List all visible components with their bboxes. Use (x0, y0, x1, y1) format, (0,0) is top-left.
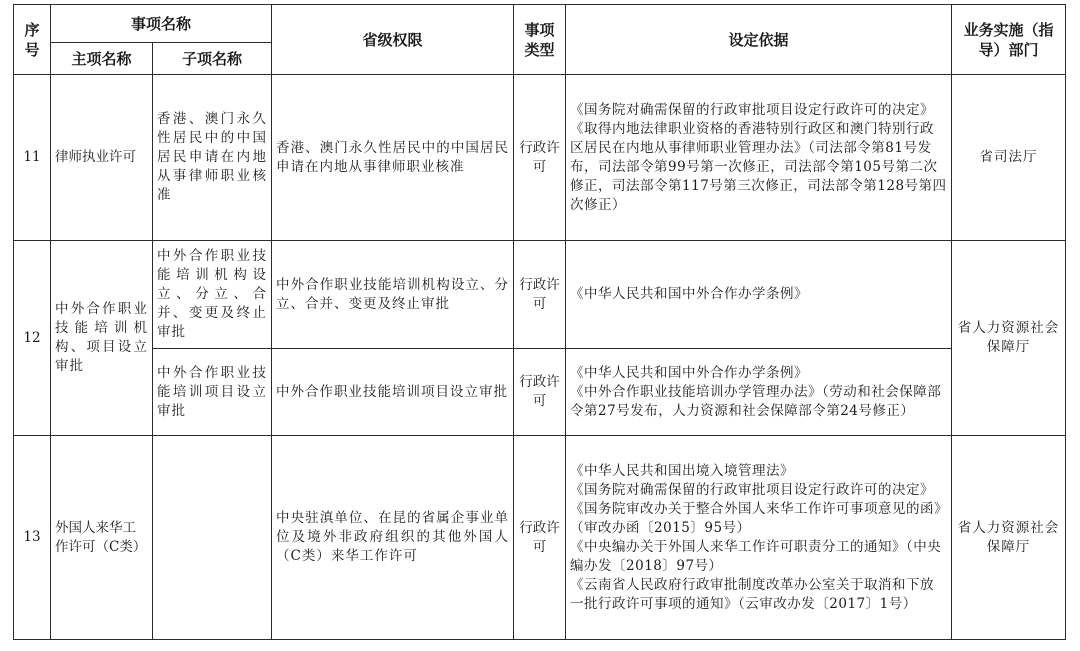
row-basis (566, 349, 952, 436)
row-sub-item (153, 436, 272, 640)
header-seq: 序号 (14, 5, 51, 75)
row-sub-item: 香港、澳门永久性居民中的中国居民申请在内地从事律师职业核准 (153, 75, 272, 241)
table-row (14, 241, 1066, 349)
row-sub-item: 中外合作职业技能培训项目设立审批 (153, 349, 272, 436)
basis-line: 《中华人民共和国中外合作办学条例》 (570, 286, 809, 302)
header-basis: 设定依据 (566, 5, 952, 75)
basis-line: 《中华人民共和国中外合作办学条例》 (570, 364, 809, 381)
table-body (14, 75, 1066, 640)
basis-line: 《云南省人民政府行政审批制度改革办公室关于取消和下放一批行政许可事项的通知》（云审改办发〔2017〕1号） (570, 576, 935, 612)
row-sub-item: 中外合作职业技能培训机构设立、分立、合并、变更及终止审批 (153, 241, 272, 349)
basis-line: 《国务院对确需保留的行政审批项目设定行政许可的决定》 (570, 101, 935, 118)
table-row (14, 436, 1066, 640)
row-authority: 中央驻滇单位、在昆的省属企事业单位及境外非政府组织的其他外国人（C类）来华工作许可 (272, 436, 514, 640)
row-basis (566, 241, 952, 349)
row-seq: 13 (14, 436, 51, 640)
basis-line: 《国务院对确需保留的行政审批项目设定行政许可的决定》 (570, 481, 935, 498)
permit-items-table (13, 4, 1066, 640)
table-header (14, 5, 1066, 75)
header-department: 业务实施（指导）部门 (952, 5, 1066, 75)
row-authority: 中外合作职业技能培训项目设立审批 (272, 349, 514, 436)
row-type: 行政许可 (514, 436, 566, 640)
basis-line: 《取得内地法律职业资格的香港特别行政区和澳门特别行政区居民在内地从事律师职业管理办法》（司法部令第81号发布，司法部令第99号第一次修正，司法部令第105号第二次修正，司法部令第117号第三次修正，司法部令第128号第四次修正） (570, 120, 947, 213)
header-provincial-authority: 省级权限 (272, 5, 514, 75)
table-row (14, 75, 1066, 241)
basis-line: 《中华人民共和国出境入境管理法》 (570, 462, 795, 479)
row-seq: 11 (14, 75, 51, 241)
row-basis (566, 436, 952, 640)
row-basis (566, 75, 952, 241)
row-type: 行政许可 (514, 349, 566, 436)
row-authority: 中外合作职业技能培训机构设立、分立、合并、变更及终止审批 (272, 241, 514, 349)
basis-line: 《中外合作职业技能培训办学管理办法》（劳动和社会保障部令第27号发布，人力资源和社会保障部令第24号修正） (570, 383, 942, 419)
header-sub-item: 子项名称 (153, 43, 272, 75)
header-item-type: 事项类型 (514, 5, 566, 75)
table-row (14, 349, 1066, 436)
row-department: 省人力资源社会保障厅 (952, 436, 1066, 640)
row-authority: 香港、澳门永久性居民中的中国居民申请在内地从事律师职业核准 (272, 75, 514, 241)
row-main-item: 外国人来华工作许可（C类） (51, 436, 153, 640)
header-main-item: 主项名称 (51, 43, 153, 75)
basis-line: 《中央编办关于外国人来华工作许可职责分工的通知》（中央编办发〔2018〕97号） (570, 538, 942, 574)
row-main-item: 中外合作职业技能培训机构、项目设立审批 (51, 241, 153, 436)
row-type: 行政许可 (514, 241, 566, 349)
row-department: 省人力资源社会保障厅 (952, 241, 1066, 436)
basis-line: 《国务院审改办关于整合外国人来华工作许可事项意见的函》（审改办函〔2015〕95号） (570, 500, 942, 536)
header-item-name: 事项名称 (51, 5, 272, 43)
row-main-item: 律师执业许可 (51, 75, 153, 241)
row-seq: 12 (14, 241, 51, 436)
row-department: 省司法厅 (952, 75, 1066, 241)
row-type: 行政许可 (514, 75, 566, 241)
